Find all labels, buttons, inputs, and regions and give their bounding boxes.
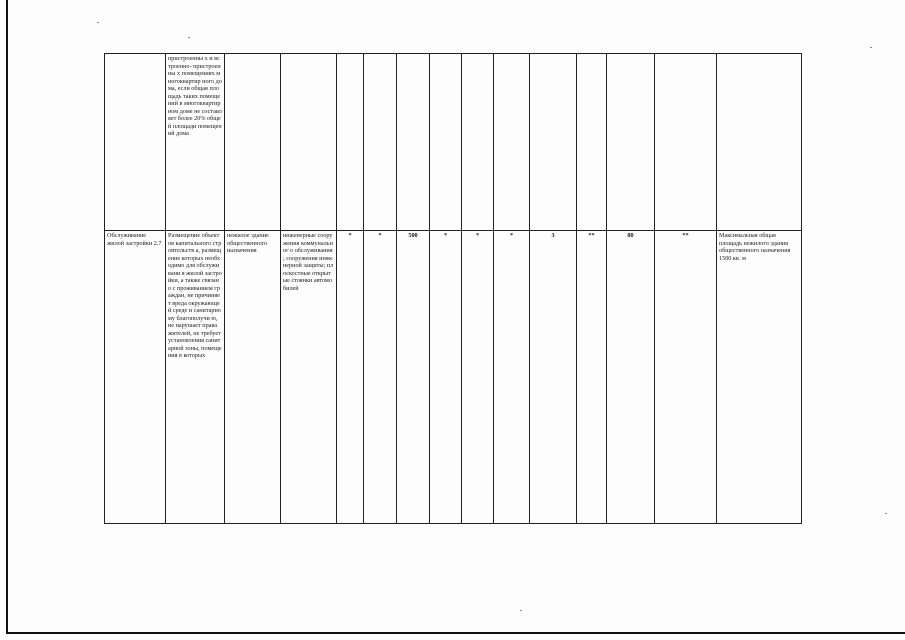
auxiliary-objects-cell: инженерные сооружения коммунальног о обслуживания ; сооружения инженерной защиты; плоскостные открытые стоянки автомобилей <box>281 231 337 524</box>
param-cell: * <box>430 231 462 524</box>
param-cell: * <box>462 231 494 524</box>
table-cell <box>225 54 281 231</box>
param-cell: * <box>494 231 530 524</box>
param-cell: 80 <box>607 231 655 524</box>
use-description-cell: Размещение объектов капитального строительств а, размещение которых необходимо для обслуживани я жилой застройки, а также связано с проживанием граждан, не причиняет вреда окружающей среде и санитарному благополучи ю, не нарушает права жителей, не требует установления санитарной зоны, помещения в которых <box>166 231 225 524</box>
param-cell: * <box>337 231 364 524</box>
table-cell <box>607 54 655 231</box>
table-cell <box>530 54 577 231</box>
param-cell: 500 <box>397 231 430 524</box>
param-cell: ** <box>577 231 607 524</box>
scan-speck <box>97 22 99 23</box>
use-name-cell: Обслуживание жилой застройки 2.7 <box>105 231 166 524</box>
param-cell: 3 <box>530 231 577 524</box>
note-cell: Максимальная общая площадь нежилого здания общественного назначения 1500 кв. м <box>717 231 802 524</box>
table-cell <box>430 54 462 231</box>
main-object-cell: нежилое здание общественного назначения <box>225 231 281 524</box>
param-cell: ** <box>655 231 717 524</box>
scan-bottom-edge <box>6 632 905 634</box>
table-cell <box>462 54 494 231</box>
land-use-table <box>104 53 802 524</box>
table-cell <box>494 54 530 231</box>
param-cell: * <box>364 231 397 524</box>
scan-left-edge <box>6 0 8 634</box>
table-cell <box>337 54 364 231</box>
table-cell <box>577 54 607 231</box>
table-cell <box>281 54 337 231</box>
scan-speck <box>870 47 872 48</box>
table-row <box>105 54 802 231</box>
scan-speck <box>520 610 522 611</box>
table-cell <box>364 54 397 231</box>
use-description-cell: пристроенны х и встроенно- пристроенны х помещениях многоквартир ного дома, если общая площадь таких помещений в многоквартир ном доме не составляет более 20% общей площади помещений дома <box>166 54 225 231</box>
scan-speck <box>188 37 190 38</box>
scan-speck <box>885 513 887 514</box>
table-cell <box>717 54 802 231</box>
table-cell <box>655 54 717 231</box>
table-cell <box>105 54 166 231</box>
table-row <box>105 231 802 524</box>
table-cell <box>397 54 430 231</box>
